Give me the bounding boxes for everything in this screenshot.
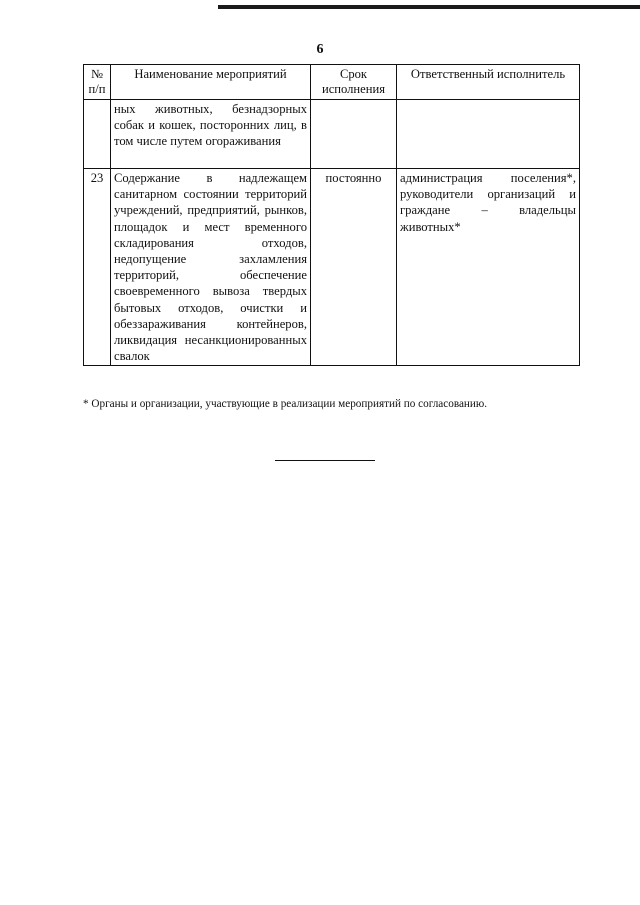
row-responsible <box>397 100 580 169</box>
header-num: № п/п <box>84 65 111 100</box>
top-border-rule <box>218 5 640 9</box>
header-name: Наименование мероприятий <box>111 65 311 100</box>
page-number: 6 <box>316 42 324 57</box>
row-name: Содержание в надлежащем санитарном состоянии территорий учреждений, предприятий, рынков, площадок и мест временного складирования отходов, недопущение захламления территорий, обеспечение своевременного вывоза твердых бытовых отходов, очистки и обеззараживания контейнеров, ликвидация несанкционированных свалок <box>111 169 311 366</box>
row-num: 23 <box>84 169 111 366</box>
row-num <box>84 100 111 169</box>
footnote: * Органы и организации, участвующие в реализации мероприятий по согласованию. <box>83 398 488 410</box>
row-term <box>311 100 397 169</box>
row-name: ных животных, безнадзорных собак и кошек, посторонних лиц, в том числе путем огораживания <box>111 100 311 169</box>
header-responsible: Ответственный исполнитель <box>397 65 580 100</box>
table-row <box>84 100 580 169</box>
table-header-row <box>84 65 580 100</box>
header-term: Срок исполнения <box>311 65 397 100</box>
row-term: постоянно <box>311 169 397 366</box>
row-responsible: администрация поселения*, руководители организаций и граждане – владельцы животных* <box>397 169 580 366</box>
end-rule <box>275 460 375 461</box>
table-row <box>84 169 580 366</box>
measures-table <box>83 64 580 366</box>
